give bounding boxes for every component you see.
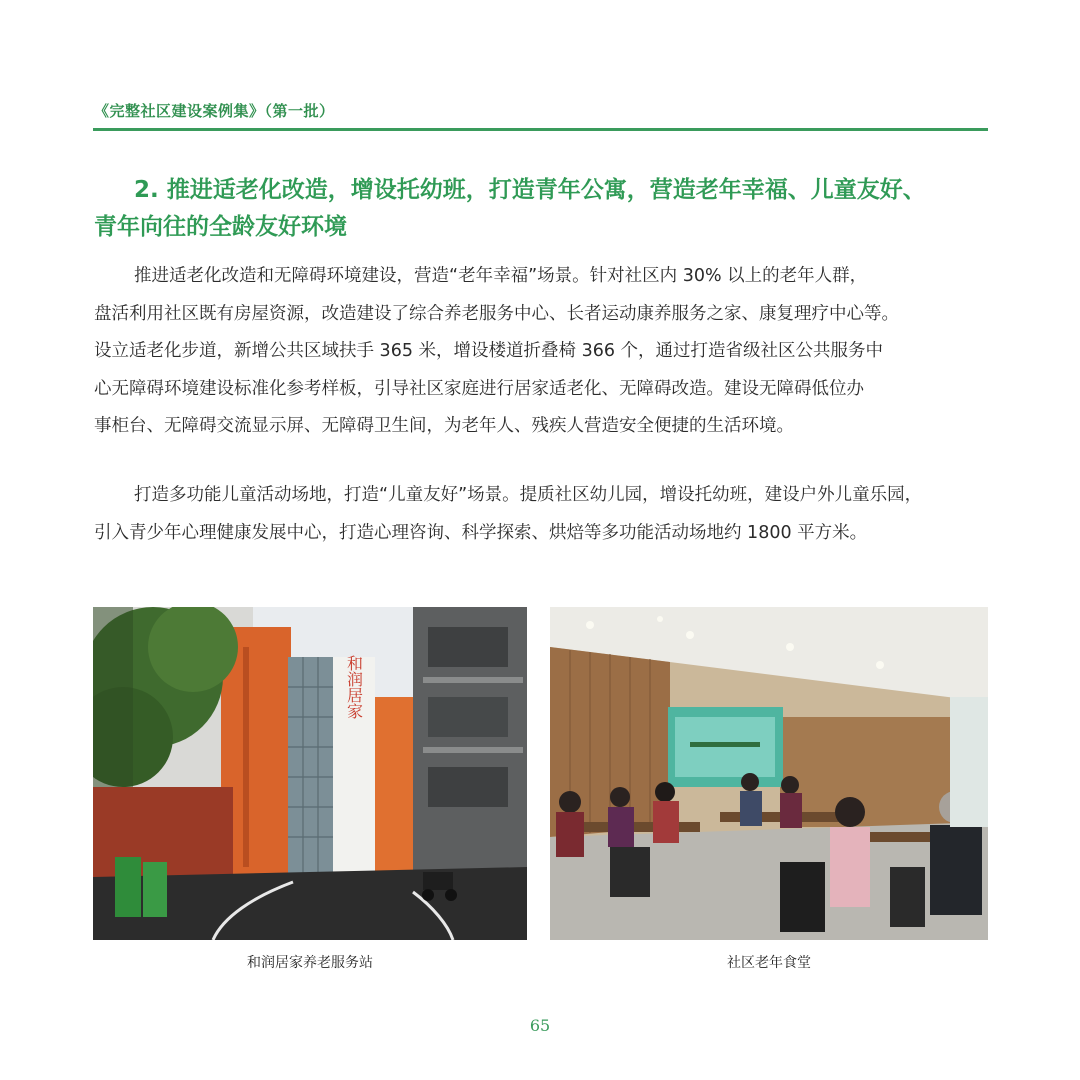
paragraph-line: 盘活利用社区既有房屋资源，改造建设了综合养老服务中心、长者运动康养服务之家、康复理疗中心等。 — [94, 303, 899, 324]
section-heading-line-2: 青年向往的全龄友好环境 — [94, 214, 347, 240]
paragraph-child-friendly — [94, 477, 994, 552]
photo-caption-left: 和润居家养老服务站 — [247, 955, 373, 971]
paragraph-line: 推进适老化改造和无障碍环境建设，营造“老年幸福”场景。针对社区内 30% 以上的老年人群， — [134, 266, 868, 286]
paragraph-line: 事柜台、无障碍交流显示屏、无障碍卫生间，为老年人、残疾人营造安全便捷的生活环境。 — [94, 416, 794, 437]
section-heading-line-1: 2. 推进适老化改造，增设托幼班，打造青年公寓，营造老年幸福、儿童友好、 — [134, 177, 926, 203]
paragraph-aging-friendly — [94, 258, 994, 446]
paragraph-line: 引入青少年心理健康发展中心，打造心理咨询、科学探索、烘焙等多功能活动场地约 1800 平方米。 — [94, 522, 868, 543]
header-divider — [93, 128, 988, 131]
photo-elderly-care-station — [93, 607, 527, 940]
paragraph-line: 心无障碍环境建设标准化参考样板，引导社区家庭进行居家适老化、无障碍改造。建设无障碍低位办 — [94, 378, 864, 399]
sign-text: 和润居家 — [344, 655, 364, 719]
section-heading — [94, 172, 994, 246]
photo-elderly-canteen — [550, 607, 988, 940]
page-number: 65 — [529, 1016, 551, 1035]
header-title: 《完整社区建设案例集》（第一批） — [94, 102, 335, 120]
paragraph-line: 设立适老化步道，新增公共区域扶手 365 米，增设楼道折叠椅 366 个，通过打造省级社区公共服务中 — [94, 341, 884, 362]
photo-caption-right: 社区老年食堂 — [727, 955, 811, 971]
paragraph-line: 打造多功能儿童活动场地，打造“儿童友好”场景。提质社区幼儿园，增设托幼班，建设户外儿童乐园， — [134, 485, 923, 505]
